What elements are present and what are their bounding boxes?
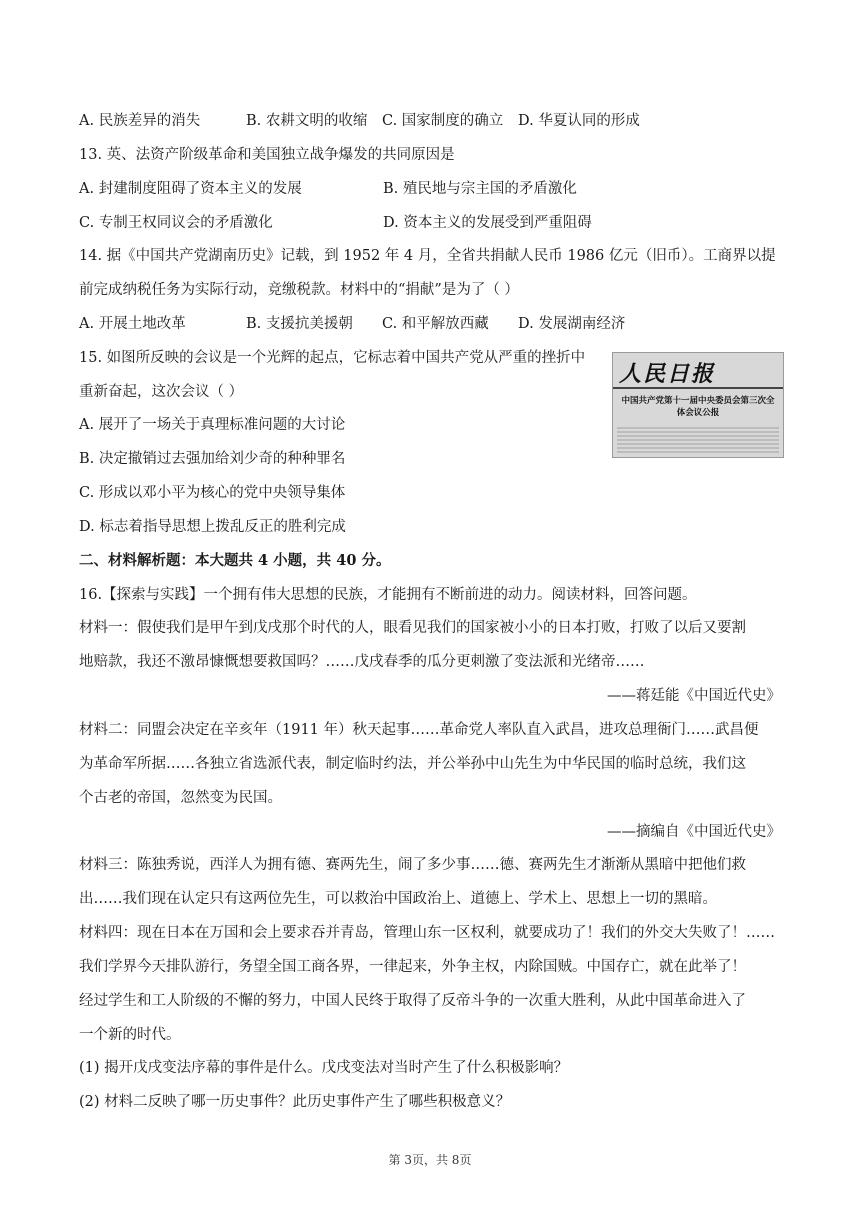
material2-line2: 为革命军所据……各独立省选派代表，制定临时约法，并公举孙中山先生为中华民国的临时总统，我们这 bbox=[79, 756, 746, 772]
q15-option-b: B. 决定撤销过去强加给刘少奇的种种罪名 bbox=[79, 451, 346, 467]
q13-option-a: A. 封建制度阻碍了资本主义的发展 bbox=[79, 181, 302, 197]
q15-option-a: A. 展开了一场关于真理标准问题的大讨论 bbox=[79, 417, 346, 433]
material4-line1: 材料四：现在日本在万国和会上要求吞并青岛，管理山东一区权利，就要成功了！我们的外交大失败了！…… bbox=[79, 925, 775, 941]
q12-option-b: B. 农耕文明的收缩 bbox=[246, 113, 368, 129]
material4-line2: 我们学界今天排队游行，务望全国工商各界，一律起来，外争主权，内除国贼。中国存亡，就在此举了！ bbox=[79, 959, 746, 975]
newspaper-masthead: 人民日报 bbox=[619, 361, 716, 387]
q13-option-d: D. 资本主义的发展受到严重阻碍 bbox=[383, 215, 592, 231]
q15-option-c: C. 形成以邓小平为核心的党中央领导集体 bbox=[79, 485, 346, 501]
material2-source: ——摘编自《中国近代史》 bbox=[607, 824, 781, 840]
q16-subquestion-1: (1) 揭开戊戌变法序幕的事件是什么。戊戌变法对当时产生了什么积极影响？ bbox=[79, 1060, 569, 1076]
material1-source: ——蒋廷能《中国近代史》 bbox=[607, 688, 781, 704]
newspaper-image bbox=[612, 352, 784, 458]
q13-option-b: B. 殖民地与宗主国的矛盾激化 bbox=[383, 181, 577, 197]
q14-stem-line1: 14. 据《中国共产党湖南历史》记载，到 1952 年 4 月，全省共捐献人民币 1986 亿元（旧币）。工商界以提 bbox=[79, 248, 776, 264]
page-footer: 第 3页，共 8页 bbox=[388, 1153, 472, 1167]
q14-option-a: A. 开展土地改革 bbox=[79, 316, 186, 332]
material3-line2: 出……我们现在认定只有这两位先生，可以救治中国政治上、道德上、学术上、思想上一切的黑暗。 bbox=[79, 891, 717, 907]
q15-stem-line1: 15. 如图所反映的会议是一个光辉的起点，它标志着中国共产党从严重的挫折中 bbox=[79, 350, 586, 366]
q15-option-d: D. 标志着指导思想上拨乱反正的胜利完成 bbox=[79, 519, 346, 535]
material4-line3: 经过学生和工人阶级的不懈的努力，中国人民终于取得了反帝斗争的一次重大胜利，从此中国革命进入了 bbox=[79, 993, 746, 1009]
q13-stem: 13. 英、法资产阶级革命和美国独立战争爆发的共同原因是 bbox=[79, 147, 455, 163]
q12-option-a: A. 民族差异的消失 bbox=[79, 113, 201, 129]
material2-line1: 材料二：同盟会决定在辛亥年（1911 年）秋天起事……革命党人率队直入武昌，进攻总理衙门……武昌便 bbox=[79, 722, 759, 738]
q15-stem-line2: 重新奋起，这次会议（ ） bbox=[79, 384, 244, 400]
q12-option-c: C. 国家制度的确立 bbox=[382, 113, 504, 129]
material1-line2: 地赔款，我还不激昂慷慨想要救国吗？……戊戌春季的瓜分更刺激了变法派和光绪帝…… bbox=[79, 654, 645, 670]
q16-intro: 16.【探索与实践】一个拥有伟大思想的民族，才能拥有不断前进的动力。阅读材料，回答问题。 bbox=[79, 587, 697, 603]
section-heading: 二、材料解析题：本大题共 4 小题，共 40 分。 bbox=[79, 552, 391, 569]
material3-line1: 材料三：陈独秀说，西洋人为拥有德、赛两先生，闹了多少事……德、赛两先生才渐渐从黑暗中把他们救 bbox=[79, 857, 746, 873]
material1-line1: 材料一：假使我们是甲午到戊戌那个时代的人，眼看见我们的国家被小小的日本打败，打败了以后又要割 bbox=[79, 620, 746, 636]
q16-subquestion-2: (2) 材料二反映了哪一历史事件？此历史事件产生了哪些积极意义？ bbox=[79, 1094, 511, 1110]
q14-option-c: C. 和平解放西藏 bbox=[382, 316, 489, 332]
q12-option-d: D. 华夏认同的形成 bbox=[518, 113, 640, 129]
newspaper-body-text bbox=[617, 427, 779, 453]
newspaper-headline: 中国共产党第十一届中央委员会第三次全体会议公报 bbox=[621, 396, 775, 418]
newspaper-rule bbox=[613, 387, 783, 389]
q14-option-d: D. 发展湖南经济 bbox=[518, 316, 626, 332]
q14-stem-line2: 前完成纳税任务为实际行动，竞缴税款。材料中的“捐献”是为了（ ） bbox=[79, 282, 519, 298]
material2-line3: 个古老的帝国，忽然变为民国。 bbox=[79, 790, 282, 806]
material4-line4: 一个新的时代。 bbox=[79, 1027, 181, 1043]
q14-option-b: B. 支援抗美援朝 bbox=[246, 316, 353, 332]
q13-option-c: C. 专制王权同议会的矛盾激化 bbox=[79, 215, 273, 231]
